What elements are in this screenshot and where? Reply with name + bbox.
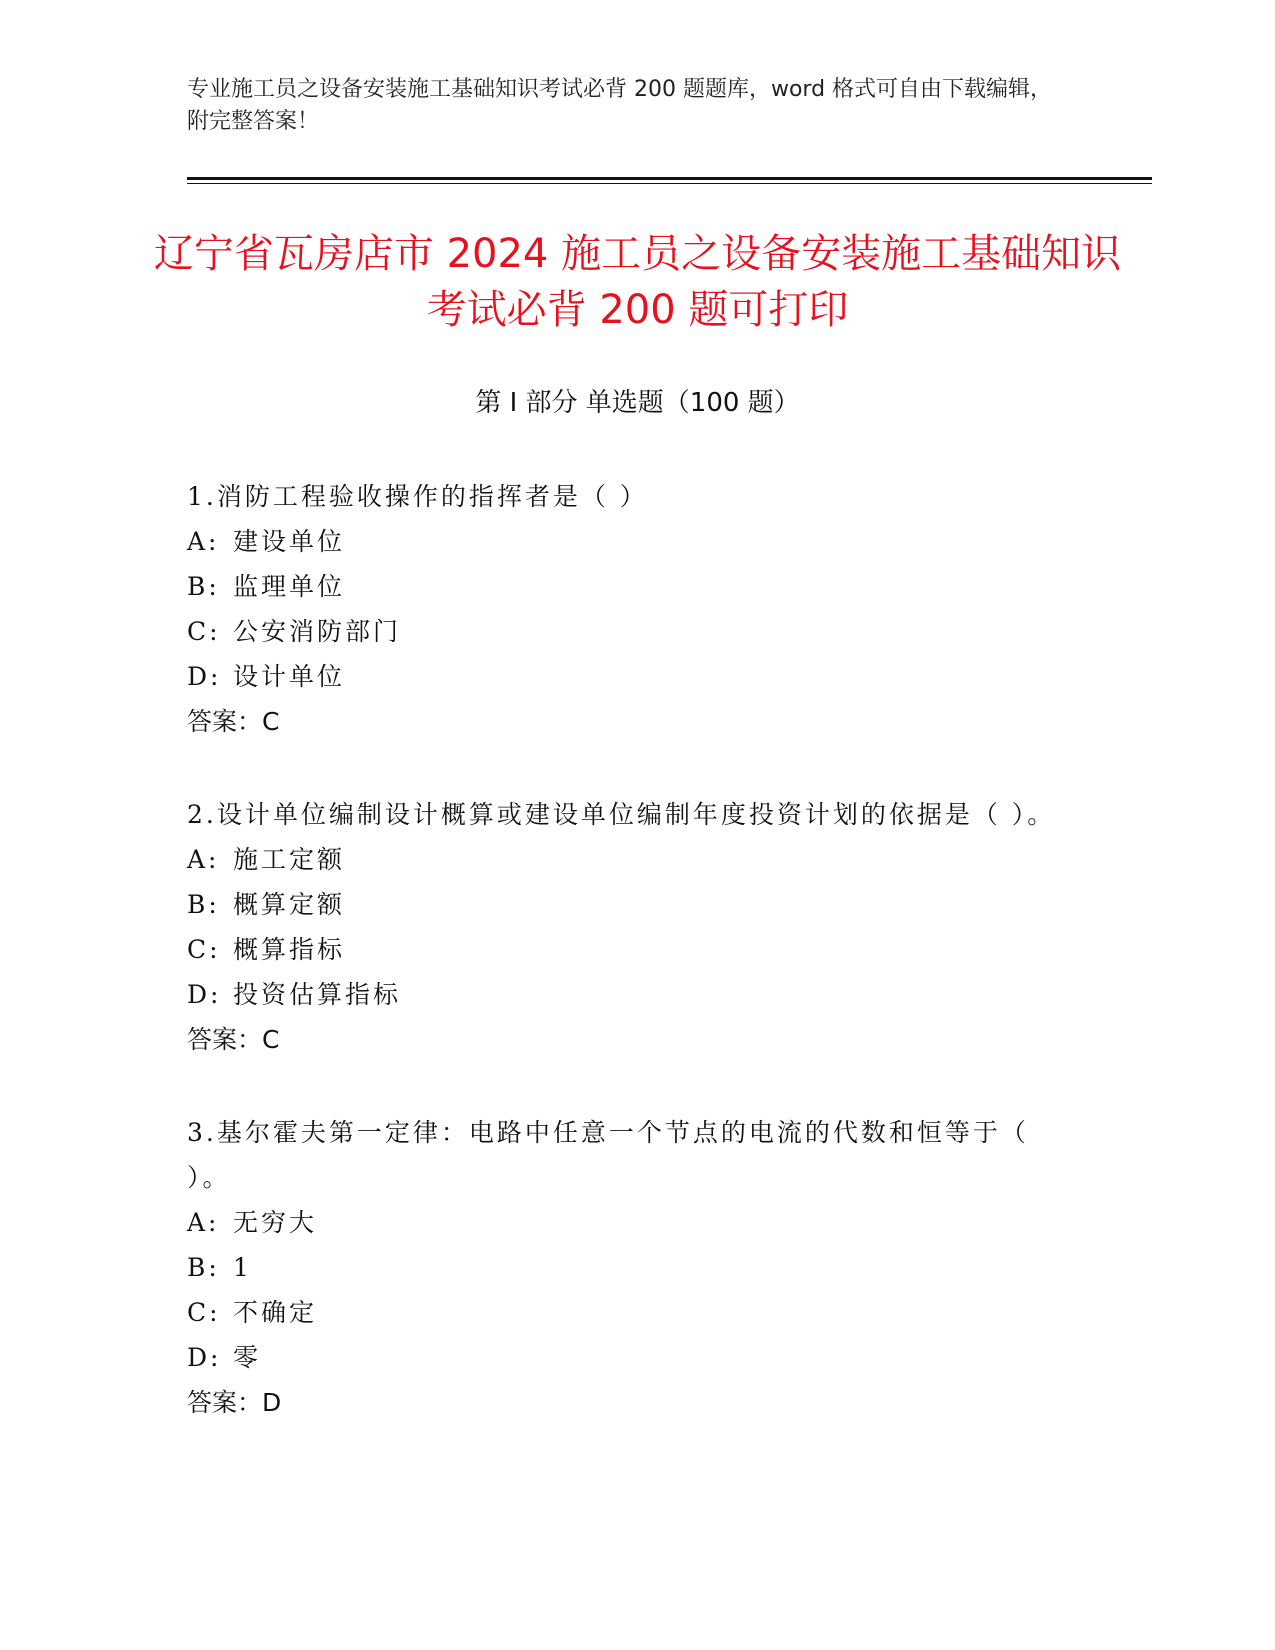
option-text: 概算定额 — [233, 890, 346, 919]
option-text: 1 — [233, 1253, 252, 1282]
option-b — [187, 1245, 1067, 1290]
option-text: 监理单位 — [233, 572, 346, 601]
option-text: 公安消防部门 — [233, 617, 402, 646]
answer-value: C — [262, 707, 280, 736]
section-heading: 第 I 部分 单选题（100 题） — [475, 388, 800, 418]
option-key: A: — [187, 1208, 220, 1237]
option-text: 投资估算指标 — [233, 980, 402, 1009]
option-key: B: — [187, 890, 220, 919]
option-c — [187, 609, 1067, 654]
option-key: C: — [187, 617, 221, 646]
option-key: D: — [187, 662, 222, 691]
answer-line — [187, 699, 1067, 744]
document-title: 辽宁省瓦房店市 2024 施工员之设备安装施工基础知识考试必背 200 题可打印 — [153, 231, 1122, 333]
answer-label: 答案： — [187, 1025, 263, 1054]
option-c — [187, 927, 1067, 972]
answer-value: D — [262, 1388, 282, 1417]
question-1 — [187, 474, 1067, 744]
option-a — [187, 1200, 1067, 1245]
option-c — [187, 1290, 1067, 1335]
answer-line — [187, 1017, 1067, 1062]
option-b — [187, 564, 1067, 609]
option-key: A: — [187, 845, 220, 874]
option-key: A: — [187, 527, 220, 556]
header-rule-thin — [187, 183, 1152, 184]
question-2 — [187, 792, 1067, 1062]
option-text: 零 — [233, 1343, 262, 1372]
question-stem: 3.基尔霍夫第一定律：电路中任意一个节点的电流的代数和恒等于（ ）。 — [187, 1118, 1029, 1192]
option-d — [187, 972, 1067, 1017]
option-text: 设计单位 — [233, 662, 346, 691]
option-a — [187, 837, 1067, 882]
option-text: 概算指标 — [233, 935, 346, 964]
option-d — [187, 654, 1067, 699]
option-text: 不确定 — [233, 1298, 318, 1327]
option-key: B: — [187, 1253, 220, 1282]
option-key: D: — [187, 1343, 222, 1372]
header-note: 专业施工员之设备安装施工基础知识考试必背 200 题题库，word 格式可自由下载编辑，附完整答案！ — [187, 77, 1053, 134]
header-rule-thick — [187, 177, 1152, 180]
option-b — [187, 882, 1067, 927]
option-key: C: — [187, 935, 221, 964]
question-3 — [187, 1110, 1067, 1425]
option-a — [187, 519, 1067, 564]
answer-line — [187, 1380, 1067, 1425]
question-stem: 2.设计单位编制设计概算或建设单位编制年度投资计划的依据是（ ）。 — [187, 800, 1056, 829]
question-stem: 1.消防工程验收操作的指挥者是（ ） — [187, 482, 648, 511]
option-d — [187, 1335, 1067, 1380]
option-text: 无穷大 — [233, 1208, 318, 1237]
answer-value: C — [262, 1025, 280, 1054]
question-list — [187, 474, 1067, 1473]
answer-label: 答案： — [187, 707, 263, 736]
option-text: 建设单位 — [233, 527, 346, 556]
answer-label: 答案： — [187, 1388, 263, 1417]
option-text: 施工定额 — [233, 845, 346, 874]
option-key: D: — [187, 980, 222, 1009]
option-key: C: — [187, 1298, 221, 1327]
option-key: B: — [187, 572, 220, 601]
